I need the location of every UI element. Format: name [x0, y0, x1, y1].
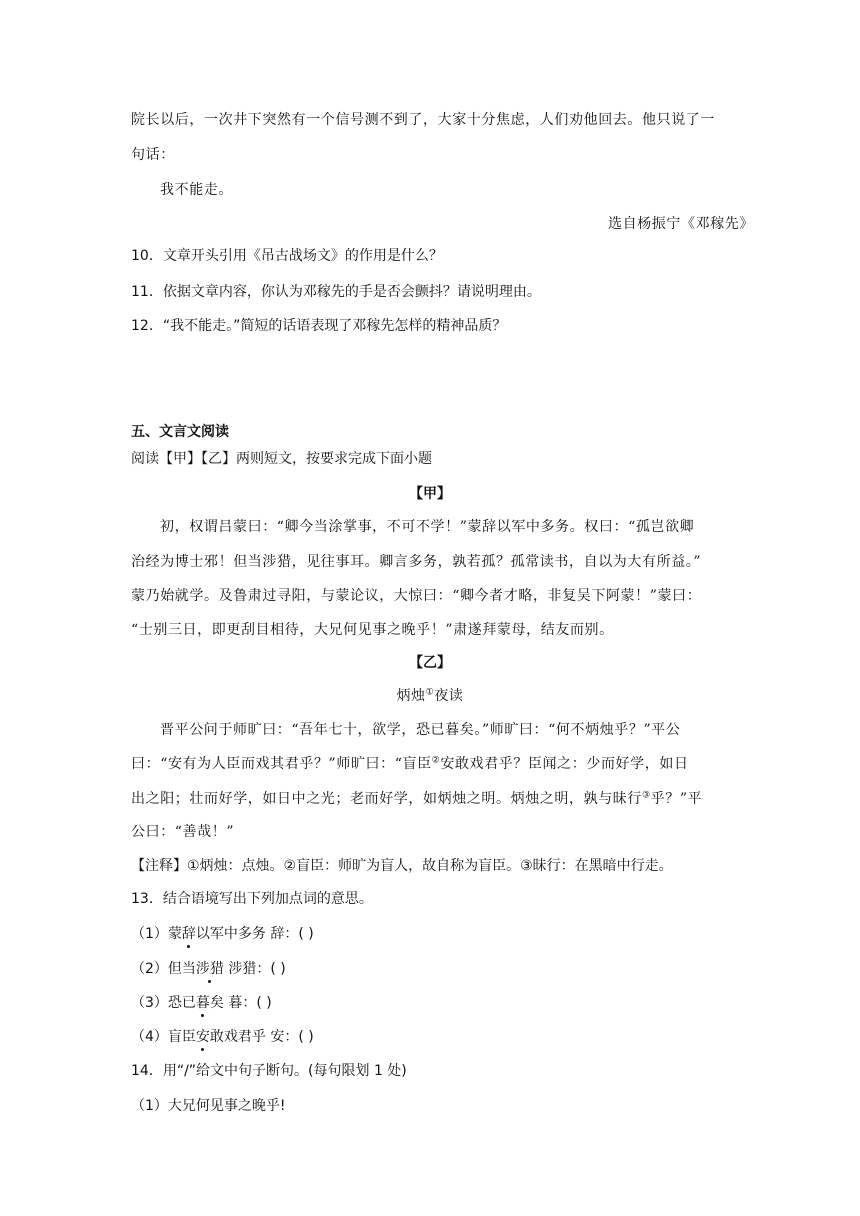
passage-line: 句话： [131, 147, 175, 163]
yi-line: 晋平公问于师旷曰：“吾年七十，欲学，恐已暮矣。”师旷曰：“何不炳烛乎？”平公 [160, 722, 681, 738]
passage-line: 我不能走。 [160, 182, 233, 198]
jia-line: 初，权谓吕蒙曰：“卿今当涂掌事，不可不学！”蒙辞以军中多务。权曰：“孤岂欲卿 [160, 519, 695, 535]
question-14: 14．用“/”给文中句子断句。(每句限划 1 处) [131, 1063, 407, 1079]
jia-line: 治经为博士邪！但当涉猎，见往事耳。卿言多务，孰若孤？孤常读书，自以为大有所益。” [131, 554, 702, 570]
question-13: 13．结合语境写出下列加点词的意思。 [131, 891, 373, 907]
question-12: 12．“我不能走。”简短的话语表现了邓稼先怎样的精神品质？ [131, 318, 507, 334]
question-13-item: （2）但当涉猎 涉猎：( ) [131, 961, 286, 977]
passage-yi-title: 炳烛①夜读 [396, 687, 464, 704]
yi-line: 曰：“安有为人臣而戏其君乎？”师旷曰：“盲臣②安敢戏君乎？臣闻之：少而好学，如日 [131, 755, 689, 772]
passage-jia-label: 【甲】 [409, 486, 451, 502]
question-10: 10．文章开头引用《吊古战场文》的作用是什么？ [131, 248, 443, 264]
passage-source: 选自杨振宁《邓稼先》 [608, 216, 754, 232]
yi-line: 出之阳；壮而好学，如日中之光；老而好学，如炳烛之明。炳烛之明，孰与昧行③乎？”平 [131, 790, 703, 807]
section-instruction: 阅读【甲】【乙】两则短文，按要求完成下面小题 [131, 451, 432, 467]
passage-yi-label: 【乙】 [409, 655, 451, 671]
jia-line: 蒙乃始就学。及鲁肃过寻阳，与蒙论议，大惊曰：“卿今者才略，非复吴下阿蒙！”蒙曰： [131, 588, 702, 604]
section-heading: 五、文言文阅读 [131, 424, 229, 440]
passage-line: 院长以后，一次井下突然有一个信号测不到了，大家十分焦虑，人们劝他回去。他只说了一 [131, 112, 715, 128]
annotation-notes: 【注释】①炳烛：点烛。②盲臣：师旷为盲人，故自称为盲臣。③昧行：在黑暗中行走。 [131, 858, 673, 874]
question-11: 11．依据文章内容，你认为邓稼先的手是否会颤抖？请说明理由。 [131, 284, 541, 300]
question-14-item: （1）大兄何见事之晚乎! [131, 1098, 286, 1114]
question-13-item: （3）恐已暮矣 暮：( ) [131, 995, 272, 1011]
jia-line: “士别三日，即更刮目相待，大兄何见事之晚乎！”肃遂拜蒙母，结友而别。 [131, 622, 614, 638]
question-13-item: （4）盲臣安敢戏君乎 安：( ) [131, 1029, 314, 1045]
question-13-item: （1）蒙辞以军中多务 辞：( ) [131, 926, 314, 942]
yi-line: 公曰：“善哉！” [131, 824, 235, 840]
